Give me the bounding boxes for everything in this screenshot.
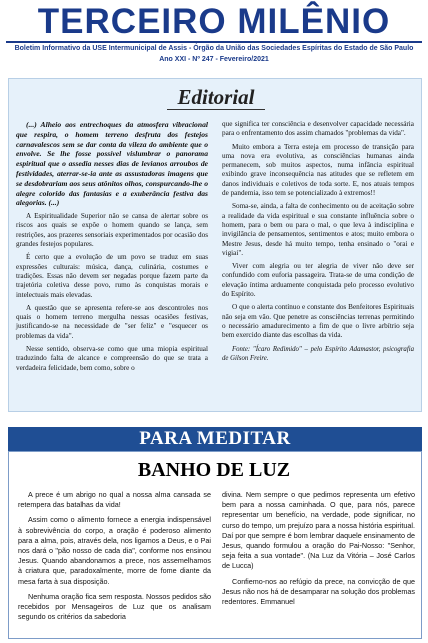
newsletter-subtitle: Boletim Informativo da USE Intermunicipal de Assis - Órgão da União das Sociedades Espíritas do Estado de São Paulo bbox=[14, 45, 414, 52]
article-paragraph: Nenhuma oração fica sem resposta. Nossos pedidos são recebidos por Mensageiros de Luz que os analisam segundo os critérios da sabedoria bbox=[18, 591, 211, 622]
editorial-paragraph: Muito embora a Terra esteja em processo de transição para uma nova era evolutiva, as consciências humanas ainda permanecem, sob muitos aspectos, numa infância espiritual exibindo grave inconsequência nas atitudes que se refletem em danos individuais e coletivos de toda sorte. E, nos atuais tempos de pandemia, isso tem se potencializado à extremos!! bbox=[222, 142, 414, 198]
editorial-paragraph: Nesse sentido, observa-se como que uma miopia espiritual traduzindo falta de alcance e compreensão do que se trata a verdadeira felicidade, bem como, sobre o bbox=[16, 345, 208, 372]
article-paragraph: Confiemo-nos ao refúgio da prece, na convicção de que Jesus não nos há de desamparar na solução dos problemas redentores. Emmanuel bbox=[222, 576, 415, 607]
editorial-paragraph: A Espiritualidade Superior não se cansa de alertar sobre os riscos aos quais se expõe o homem quando se lança, sem restrições, aos prazeres sensoriais experimentados por ocasião dos grandes festejos populares. bbox=[16, 212, 208, 249]
issue-info: Ano XXI - Nº 247 - Fevereiro/2021 bbox=[159, 56, 269, 63]
editorial-paragraph: É certo que a evolução de um povo se traduz em suas expressões culturais: música, dança, culinária, costumes e tradições. Essas não devem ser negadas porque fazem parte da trajetória coletiva desse povo, rumo às conquistas morais e intelectuais mais elevadas. bbox=[16, 253, 208, 299]
editorial-heading: Editorial bbox=[167, 85, 264, 110]
editorial-paragraph: A questão que se apresenta refere-se aos descontroles nos quais o homem terreno mergulha nessas ocasiões festivas, justificando-se na necessidade de "ser feliz" e "esquecer os problemas da vida". bbox=[16, 303, 208, 340]
editorial-intro-quote: (...) Alheio aos entrechoques da atmosfera vibracional que respira, o homem terreno desfruta dos festejos carnavalescos sem se dar conta da vileza do ambiente que o envolve. Se lhe fosse possível vislumbrar o panorama espiritual que o assedia nesses dias de levianos arroubos de festividades, aterrar-se-ia ante as assustadoras imagens que se desdobrariam aos seus atônitos olhos, conspurcando-lhe o alegre colorido das fantasias e a exuberância festiva das alegorias. (...) bbox=[16, 120, 208, 208]
masthead bbox=[0, 0, 428, 70]
article-paragraph: Assim como o alimento fornece a energia indispensável à sobrevivência do corpo, a oração é poderoso alimento para a alma, pois, através dela, nos ligamos a Deus, e o Pai nos dará o "pão nosso de cada dia", conforme nos ensinou Jesus. Quando abandonamos a prece, nos assemelhamos à criatura que, paradoxalmente, morre de fome diante da mesa farta à sua disposição. bbox=[18, 515, 211, 586]
article-paragraph: A prece é um abrigo no qual a nossa alma cansada se retempera das batalhas da vida! bbox=[18, 490, 211, 510]
para-meditar-banner: PARA MEDITAR bbox=[8, 427, 422, 451]
editorial-paragraph: Soma-se, ainda, a falta de conhecimento ou de aceitação sobre a realidade da vida espiritual e sua constante influência sobre o homem, para o bem ou para o mal, o que leva à indisciplina e invigilância de pensamentos, sentimentos e atos; muito embora o Mestre Jesus, desde há muito tempo, tenha ensinado o "orai e vigiai". bbox=[222, 202, 414, 257]
editorial-left-column bbox=[16, 120, 208, 377]
editorial-paragraph: Viver com alegria ou ter alegria de viver não deve ser confundido com euforia passageira. Trata-se de uma condição de elevação íntima arduamente conquistada pelo processo evolutivo do Espírito. bbox=[222, 262, 414, 299]
editorial-paragraph: O que o alerta contínuo e constante dos Benfeitores Espirituais não seja em vão. Que penetre as consciências terrenas permitindo o necessário amadurecimento a fim de que o livre arbítrio seja bem exercido diante das escolhas da vida. bbox=[222, 303, 414, 340]
meditar-left-column bbox=[18, 490, 211, 627]
meditar-right-column bbox=[222, 490, 415, 612]
article-paragraph: divina. Nem sempre o que pedimos representa um efetivo bem para a nossa caminhada. O que, para nós, parece representar um benefício, na verdade, pode significar, no curso do tempo, um prejuízo para a nossa história espiritual. Daí por que sempre é bom lembrar daquele ensinamento de Jesus, quando formulou a oração do Pai-Nosso: "Senhor, seja feita a sua vontade". (Na Luz da Vitória – José Carlos de Lucca) bbox=[222, 490, 415, 571]
newsletter-title: TERCEIRO MILÊNIO bbox=[37, 2, 391, 41]
masthead-divider bbox=[6, 41, 422, 43]
editorial-paragraph: que significa ter consciência e desenvolver capacidade necessária para o enfrentamento dos assim chamados "problemas da vida". bbox=[222, 120, 414, 138]
editorial-right-column bbox=[222, 120, 414, 367]
editorial-source: Fonte: "Ícaro Redimido" – pelo Espírito Adamastor, psicografia de Gilson Freire. bbox=[222, 345, 414, 362]
article-title: BANHO DE LUZ bbox=[137, 459, 291, 481]
